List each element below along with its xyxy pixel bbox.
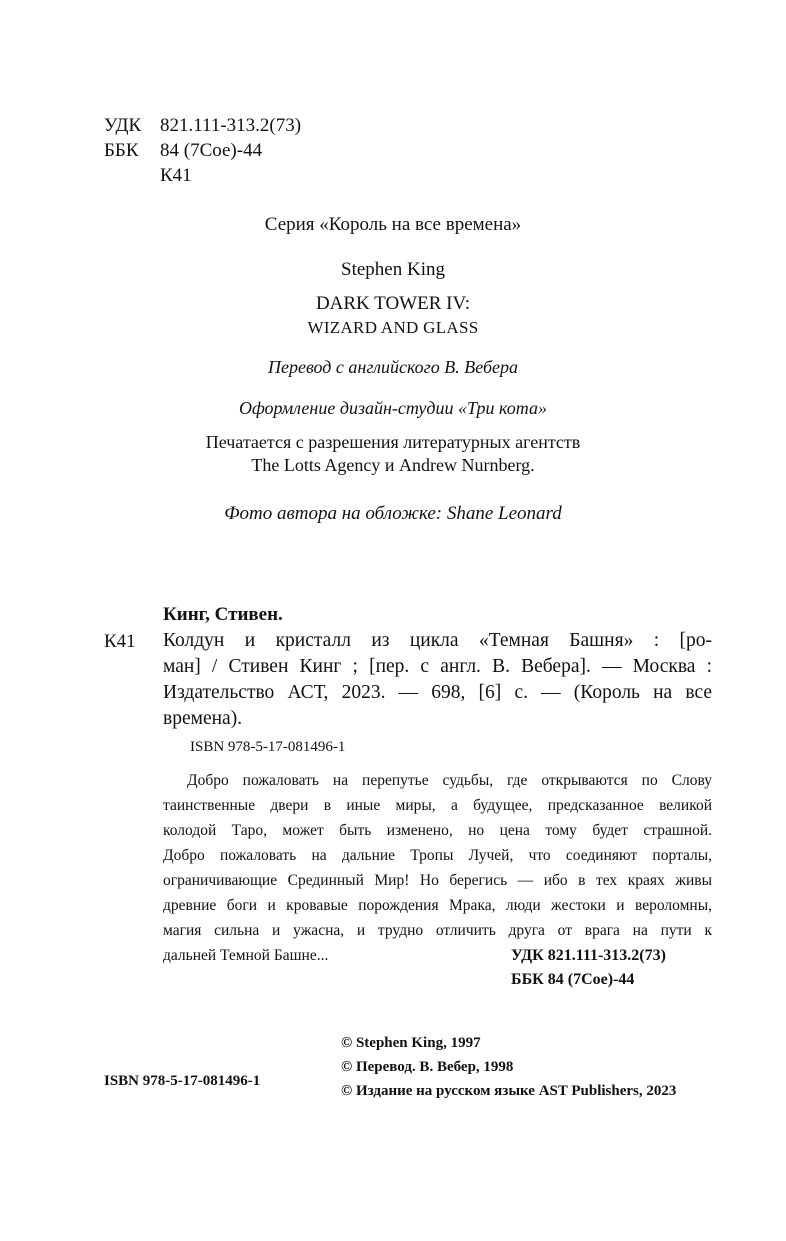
udk-value: 821.111-313.2(73) [160,115,302,136]
annotation-line: дальней Темной Башне... [163,947,329,964]
copyright-block [341,1031,676,1103]
classification-codes [104,113,301,188]
catalog-description [163,628,712,732]
bbk-code: ББК 84 (7Сое)-44 [511,971,635,988]
annotation-line: Добро пожаловать на перепутье судьбы, где открываются по Слову [187,772,712,789]
catalog-isbn: ISBN 978-5-17-081496-1 [190,739,346,755]
translation-credit: Перевод с английского В. Вебера [267,357,518,377]
udk-row [104,113,301,138]
permission-line-1: Печатается с разрешения литературных агентств [205,432,581,452]
photo-credit: Фото автора на обложке: Shane Leonard [224,503,562,524]
catalog-line: ман] / Стивен Кинг ; [пер. с англ. В. Вебера]. — Москва : [163,656,712,677]
bbk-label: ББК [104,140,139,161]
isbn-bottom: ISBN 978-5-17-081496-1 [104,1073,261,1089]
catalog-author-heading: Кинг, Стивен. [163,604,283,625]
bbk-value: 84 (7Сое)-44 [160,140,263,161]
author-mark: К41 [160,165,192,186]
udk-label: УДК [104,115,142,136]
design-credit: Оформление дизайн-студии «Три кота» [239,398,547,418]
annotation-line: колодой Таро, может быть изменено, но цена тому будет страшной. [163,822,712,839]
title-en-line1: DARK TOWER IV: [315,293,471,314]
annotation-line: древние боги и кровавые порождения Мрака, люди жестоки и вероломны, [163,897,712,914]
catalog-line: Колдун и кристалл из цикла «Темная Башня» : [ро- [163,630,712,651]
annotation-line: магия сильна и ужасна, и трудно отличить друга от врага на пути к [163,922,712,939]
copyright-line: © Перевод. В. Вебер, 1998 [341,1059,514,1075]
author-en: Stephen King [341,259,445,280]
catalog-line: Издательство АСТ, 2023. — 698, [6] с. — (Король на все [163,682,712,703]
annotation-line: Добро пожаловать на дальние Тропы Лучей, что соединяют порталы, [163,847,712,864]
catalog-mark: К41 [104,631,136,652]
bbk-row [104,138,301,163]
series-line: Серия «Король на все времена» [264,214,522,235]
permission-line-2: The Lotts Agency и Andrew Nurnberg. [251,455,535,475]
catalog-codes-right [511,944,666,992]
udk-code: УДК 821.111-313.2(73) [511,947,666,964]
annotation [163,768,712,968]
copyright-line: © Stephen King, 1997 [341,1035,481,1051]
annotation-line: таинственные двери в иные миры, а будущее, предсказанное великой [163,797,712,814]
catalog-line: времена). [163,708,243,729]
annotation-line: ограничивающие Срединный Мир! Но берегись — ибо в тех краях живы [163,872,712,889]
title-en-line2: WIZARD AND GLASS [307,318,479,337]
copyright-line: © Издание на русском языке AST Publishers, 2023 [341,1083,677,1099]
